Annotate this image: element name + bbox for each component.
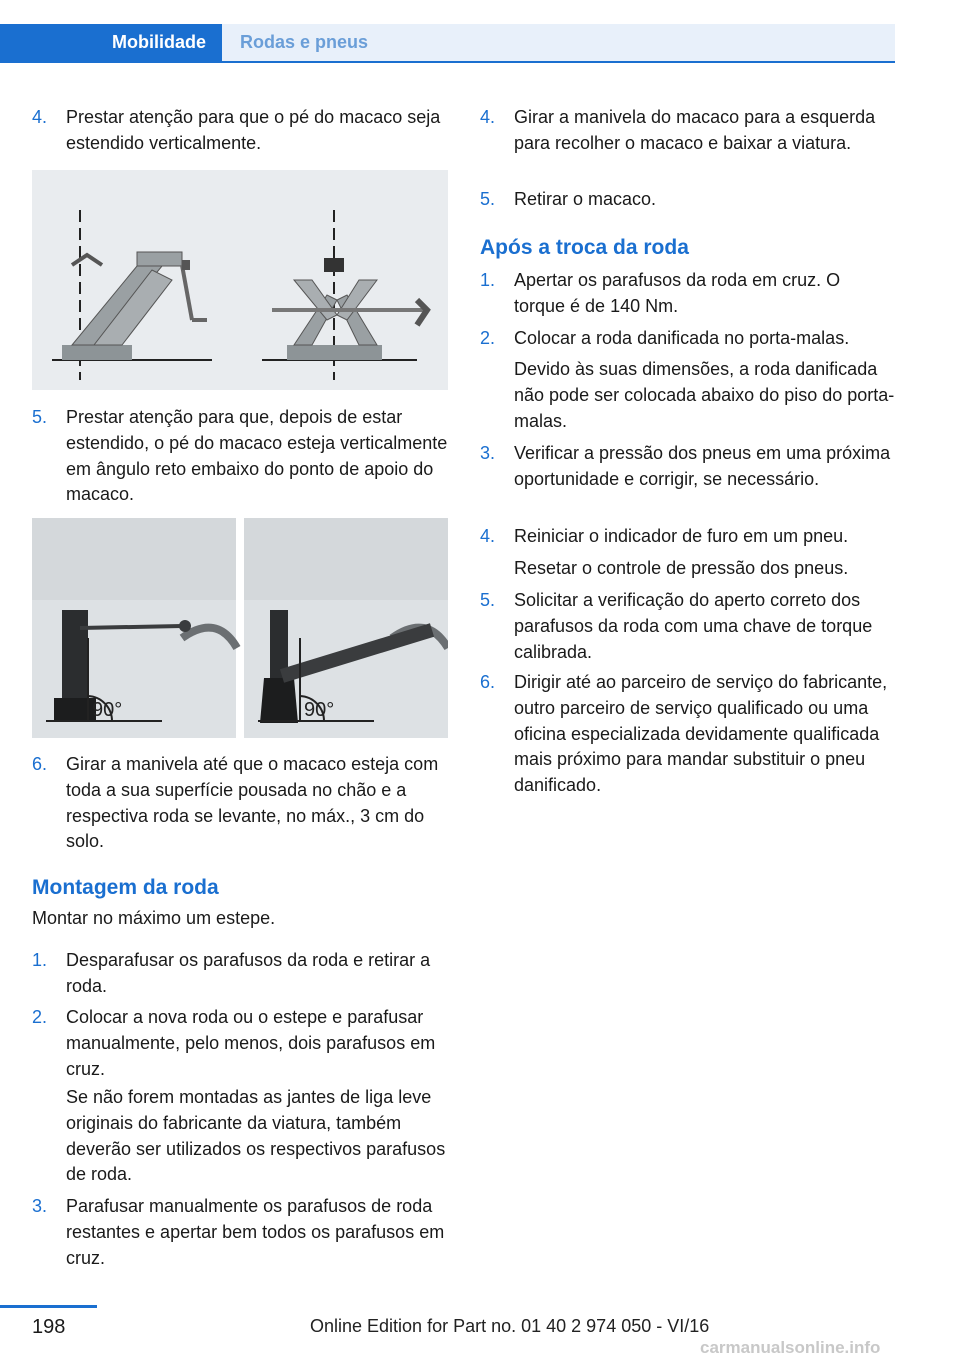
step-number: 4. [32, 107, 48, 127]
step-text: Prestar atenção para que, depois de estar estendido, o pé do macaco esteja verticalmente em ângulo reto embaixo do ponto de apoio do macaco. [66, 407, 448, 505]
step-number: 6. [32, 754, 48, 774]
step-text: Parafusar manualmente os parafusos de roda restantes e apertar bem todos os parafusos em cruz. [66, 1196, 445, 1268]
step-text: Prestar atenção para que o pé do macaco seja estendido verticalmente. [66, 107, 441, 153]
edition-note: Online Edition for Part no. 01 40 2 974 050 - VI/16 [310, 1316, 710, 1336]
step-text: Apertar os parafusos da roda em cruz. O torque é de 140 Nm. [514, 270, 841, 316]
step-text: Girar a manivela do macaco para a esquerda para recolher o macaco e baixar a viatura. [514, 107, 876, 153]
step-text: Retirar o macaco. [514, 189, 657, 209]
step-text: Solicitar a verificação do aperto correto dos parafusos da roda com uma chave de torque calibrada. [514, 590, 873, 662]
step-number: 2. [480, 328, 496, 348]
footer-divider [0, 1305, 97, 1308]
step-number: 5. [32, 407, 48, 427]
section-heading-montagem: Montagem da roda [32, 876, 219, 899]
page-header [0, 0, 895, 62]
step-number: 5. [480, 189, 496, 209]
jack-right-angle-photos [32, 518, 448, 738]
step-number: 4. [480, 526, 496, 546]
section-tab-rodas-e-pneus[interactable]: Rodas e pneus [222, 24, 895, 61]
step-number: 1. [32, 950, 48, 970]
mount-step-2-note: Se não forem montadas as jantes de liga leve originais do fabricante da viatura, também deverão ser utilizados os respectivos parafusos de roda. [66, 1087, 446, 1185]
page-number: 198 [32, 1316, 66, 1338]
scissor-jack-icon [32, 170, 448, 390]
after-step-4-note: Resetar o controle de pressão dos pneus. [514, 558, 849, 578]
step-number: 1. [480, 270, 496, 290]
step-text: Colocar a nova roda ou o estepe e parafusar manualmente, pelo menos, dois parafusos em cruz. [66, 1007, 436, 1079]
step-text: Reiniciar o indicador de furo em um pneu. [514, 526, 849, 546]
watermark: carmanualsonline.info [700, 1338, 881, 1357]
angle-label-left: 90° [92, 699, 123, 721]
section-tab-mobilidade[interactable]: Mobilidade [0, 24, 222, 61]
jack-vertical-illustration [32, 170, 448, 390]
step-text: Dirigir até ao parceiro de serviço do fabricante, outro parceiro de serviço qualificado ou uma oficina especializada devidamente qualificada mais próximo para mandar substituir o pneu danificado. [514, 672, 888, 796]
step-text: Girar a manivela até que o macaco esteja com toda a sua superfície pousada no chão e a respectiva roda se levante, no máx., 3 cm do solo. [66, 754, 439, 852]
step-text: Desparafusar os parafusos da roda e retirar a roda. [66, 950, 431, 996]
angle-label-right: 90° [304, 699, 335, 721]
section-intro: Montar no máximo um estepe. [32, 908, 276, 928]
step-number: 4. [480, 107, 496, 127]
step-number: 3. [480, 443, 496, 463]
step-number: 5. [480, 590, 496, 610]
step-number: 6. [480, 672, 496, 692]
step-text: Verificar a pressão dos pneus em uma próxima oportunidade e corrigir, se necessário. [514, 443, 891, 489]
step-number: 2. [32, 1007, 48, 1027]
header-divider [0, 61, 895, 63]
after-step-2-note: Devido às suas dimensões, a roda danificada não pode ser colocada abaixo do piso do porta-malas. [514, 359, 895, 431]
step-text: Colocar a roda danificada no porta-malas. [514, 328, 850, 348]
section-heading-apos-troca: Após a troca da roda [480, 236, 689, 259]
step-number: 3. [32, 1196, 48, 1216]
